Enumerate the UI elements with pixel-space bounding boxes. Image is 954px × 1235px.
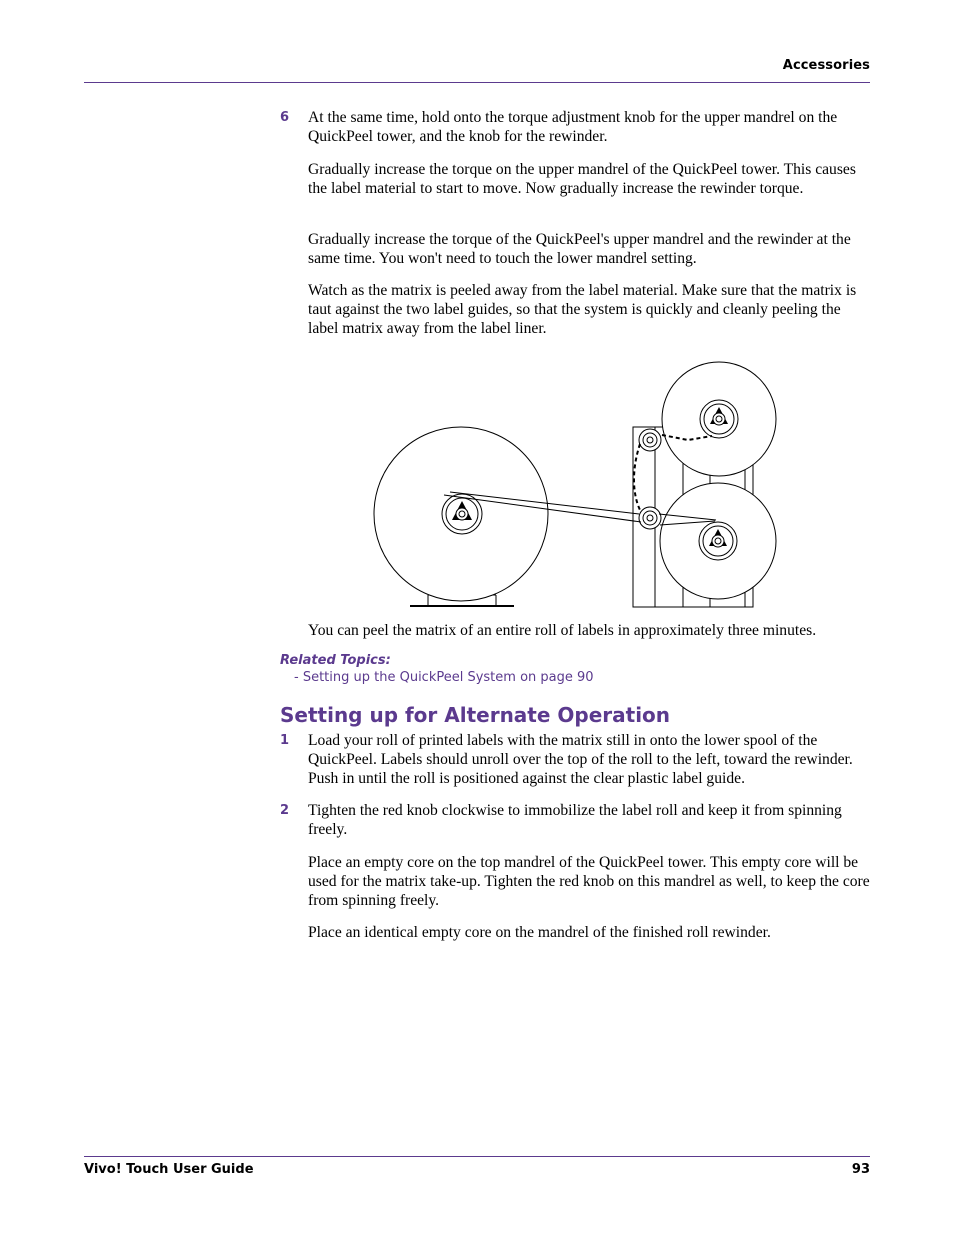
section-heading: Setting up for Alternate Operation — [280, 703, 671, 727]
quickpeel-diagram — [370, 358, 790, 610]
step-text: Tighten the red knob clockwise to immobilize the label roll and keep it from spinning freely. — [308, 802, 842, 838]
lower-label-guide — [639, 507, 661, 529]
running-header: Accessories — [782, 58, 870, 73]
step-text: Load your roll of printed labels with the matrix still in onto the lower spool of the QuickPeel. Labels should unroll over the top of the roll to the left, toward the rewinder. Push in until the roll is positioned against the clear plastic label guide. — [308, 732, 853, 787]
footer-title: Vivo! Touch User Guide — [84, 1162, 254, 1177]
body-paragraph: Place an identical empty core on the mandrel of the finished roll rewinder. — [308, 924, 771, 941]
step-number: 6 — [280, 110, 290, 125]
header-rule — [84, 82, 870, 83]
upper-label-guide — [639, 429, 661, 451]
step-text: At the same time, hold onto the torque adjustment knob for the upper mandrel on the QuickPeel tower, and the knob for the rewinder. — [308, 109, 838, 145]
step-number: 2 — [280, 803, 290, 818]
related-topic-link[interactable]: - Setting up the QuickPeel System on page 90 — [294, 670, 594, 685]
body-paragraph: You can peel the matrix of an entire roll of labels in approximately three minutes. — [308, 622, 817, 639]
step-number: 1 — [280, 733, 290, 748]
footer-rule — [84, 1156, 870, 1157]
body-paragraph: Gradually increase the torque of the QuickPeel's upper mandrel and the rewinder at the same time. You won't need to touch the lower mandrel setting. — [308, 231, 851, 267]
body-paragraph: Gradually increase the torque on the upper mandrel of the QuickPeel tower. This causes the label material to start to move. Now gradually increase the rewinder torque. — [308, 161, 856, 197]
body-paragraph: Place an empty core on the top mandrel of the QuickPeel tower. This empty core will be used for the matrix take-up. Tighten the red knob on this mandrel as well, to keep the core from spinning freely. — [308, 854, 870, 909]
body-paragraph: Watch as the matrix is peeled away from the label material. Make sure that the matrix is taut against the two label guides, so that the system is quickly and cleanly peeling the label matrix away from the label liner. — [308, 282, 857, 337]
related-topics-heading: Related Topics: — [280, 653, 391, 668]
page-number: 93 — [851, 1162, 870, 1177]
